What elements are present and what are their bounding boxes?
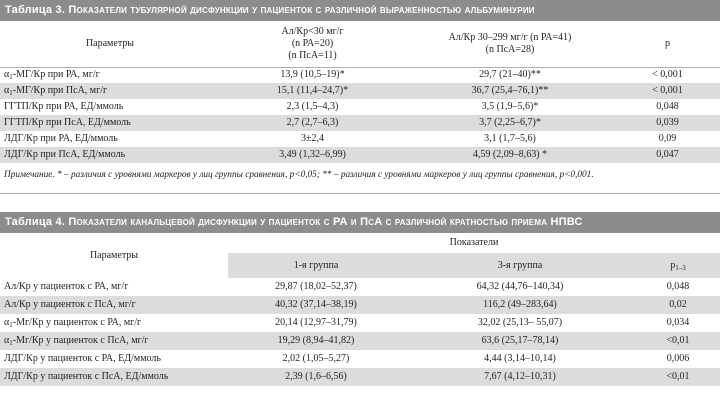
table3-title-text: Показатели тубулярной дисфункции у пациенток с различной выраженностью альбуминурии [68, 4, 535, 16]
section-divider [0, 193, 720, 212]
row-param: ГГТП/Кр при РА, ЕД/ммоль [4, 101, 124, 112]
row-col1: 3,49 (1,32–6,99) [220, 147, 405, 163]
table3-header-col2-line2: (n ПсА=28) [485, 43, 535, 55]
table-row [0, 314, 720, 332]
row-g1: 29,87 (18,02–52,37) [275, 281, 357, 292]
table4-header-group: Показатели [449, 237, 499, 248]
row-g1: 20,14 (12,97–31,79) [275, 317, 357, 328]
table4-title-text: Показатели канальцевой дисфункции у пациенток с РА и ПсА с различной кратностью приема НПВС [68, 216, 583, 228]
table4-header-param: Параметры [89, 249, 139, 261]
table-row [0, 67, 720, 83]
row-col2: 36,7 (25,4–76,1)** [405, 83, 615, 99]
row-param: ЛДГ/Кр при РА, ЕД/ммоль [4, 133, 118, 144]
row-col2: 3,7 (2,25–6,7)* [405, 115, 615, 131]
row-col2: 3,5 (1,9–5,6)* [481, 101, 539, 112]
row-p: 0,02 [636, 296, 720, 314]
row-p: < 0,001 [615, 67, 720, 83]
table4-title-number: Таблица 4. [5, 216, 66, 228]
row-param: $\alpha_1-Мг/Кр$ у пациенток с ПсА, мг/г [0, 332, 228, 350]
table4-header-row-1 [0, 233, 720, 253]
table3-header-col1-line2: (n РА=20) [291, 37, 334, 49]
row-g3: 32,02 (25,13– 55,07) [477, 317, 563, 328]
row-p: 0,09 [658, 133, 677, 144]
row-g1: 2,39 (1,6–6,56) [228, 368, 404, 386]
table3-header-row [0, 21, 720, 67]
row-g3: 63,6 (25,17–78,14) [404, 332, 636, 350]
table4-title [0, 212, 720, 233]
table3 [0, 21, 720, 163]
row-col2: 3,1 (1,7–5,6) [484, 133, 536, 144]
row-g3: 4,44 (3,14–10,14) [484, 353, 556, 364]
row-col1: 15,1 (11,4–24,7)* [220, 83, 405, 99]
row-g3: 116,2 (49–283,64) [404, 296, 636, 314]
row-g1: 19,29 (8,94–41,82) [228, 332, 404, 350]
table-row [0, 115, 720, 131]
row-p: 0,006 [666, 353, 690, 364]
row-param: Ал/Кр у пациенток с ПсА, мг/г [0, 296, 228, 314]
table-row [0, 332, 720, 350]
row-g1: 2,02 (1,05–5,27) [282, 353, 350, 364]
row-g3: 7,67 (4,12–10,31) [404, 368, 636, 386]
row-param: $\alpha_1-МГ/Кр$ при РА, мг/г [0, 67, 220, 83]
row-param: $\alpha_1-МГ/Кр$ при ПсА, мг/г [0, 83, 220, 99]
table3-header-col1 [220, 21, 405, 67]
row-col1: 2,7 (2,7–6,3) [220, 115, 405, 131]
table4-header-p: $p_{1-3}$ [636, 253, 720, 278]
row-p: <0,01 [636, 332, 720, 350]
table4-header-g1: 1-я группа [228, 253, 404, 278]
row-p: 0,034 [666, 317, 690, 328]
table3-header-p: p [665, 37, 670, 49]
table3-header-col1-line1: Ал/Кр<30 мг/г [281, 25, 344, 37]
table-row [0, 83, 720, 99]
row-param: ЛДГ/Кр у пациенток с ПсА, ЕД/ммоль [0, 368, 228, 386]
row-p: <0,01 [636, 368, 720, 386]
row-p: 0,047 [615, 147, 720, 163]
row-col1: 13,9 (10,5–19)* [220, 67, 405, 83]
row-col2: 4,59 (2,09–8,63) * [405, 147, 615, 163]
row-col1: 2,3 (1,5–4,3) [286, 101, 339, 112]
table3-title [0, 0, 720, 21]
table-row [0, 296, 720, 314]
table3-header-col1-line3: (n ПсА=11) [288, 49, 337, 61]
row-g3: 64,32 (44,76–140,34) [476, 281, 564, 292]
row-p: 0,048 [666, 281, 690, 292]
table4 [0, 233, 720, 386]
table3-header-col2 [405, 21, 615, 67]
row-p: 0,048 [656, 101, 679, 112]
row-param: $\alpha_1-Мг/Кр$ у пациенток с РА, мг/г [4, 317, 142, 329]
table3-header-param: Параметры [85, 37, 135, 49]
row-param: ЛДГ/Кр у пациенток с РА, ЕД/ммоль [4, 353, 161, 364]
row-g1: 40,32 (37,14–38,19) [228, 296, 404, 314]
row-col1: 3±2,4 [301, 133, 324, 144]
table-row [0, 147, 720, 163]
table-row [0, 350, 720, 368]
row-param: Ал/Кр у пациенток с РА, мг/г [4, 281, 129, 292]
row-param: ГГТП/Кр при ПсА, ЕД/ммоль [0, 115, 220, 131]
table3-header-col2-line1: Ал/Кр 30–299 мг/г (n РА=41) [448, 31, 572, 43]
table-row [0, 131, 720, 147]
table-row [0, 99, 720, 115]
row-p: 0,039 [615, 115, 720, 131]
row-col2: 29,7 (21–40)** [405, 67, 615, 83]
table3-note: Примечание. * – различия с уровнями маркеров у лиц группы сравнения, p<0,05; ** – различия с уровнями маркеров у лиц группы сравнения, p<0,001. [4, 170, 594, 180]
row-p: < 0,001 [615, 83, 720, 99]
table3-title-number: Таблица 3. [5, 4, 66, 16]
row-param: ЛДГ/Кр при ПсА, ЕД/ммоль [0, 147, 220, 163]
table-row [0, 368, 720, 386]
table-row [0, 278, 720, 296]
table4-header-g3: 3-я группа [404, 253, 636, 278]
